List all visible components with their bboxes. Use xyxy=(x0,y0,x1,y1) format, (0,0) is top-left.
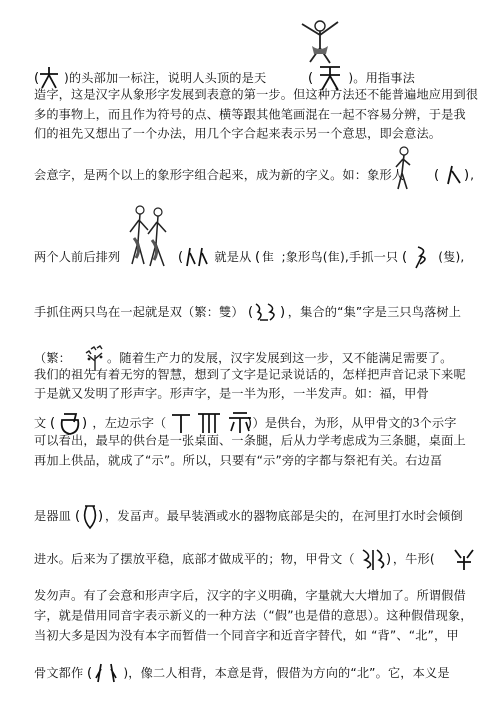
svg-text:(: ( xyxy=(434,168,440,183)
text-line-7: 手抓住两只鸟在一起就是双（繁：雙） ( ) ，集合的“集”字是三只鸟落树上 xyxy=(34,300,477,324)
svg-text:隹: 隹 xyxy=(262,250,275,264)
svg-text:): ) xyxy=(279,305,286,320)
text-line-10: 于是就又发明了形声字。形声字，是一半为形，一半发声。如：福，甲骨 xyxy=(34,386,429,401)
text-line-16: 发勿声。有了会意和形声字后，汉字的字义明确，字量就大大增加了。所谓假借 xyxy=(34,588,466,603)
text-line-15: 进水。后来为了摆放平稳，底部才做成平的；物，甲骨文（ ) ，牛形( xyxy=(34,546,477,572)
text-line-1: ( )的头部加一标注，说明人头顶的是天 ( )。用指事法 xyxy=(34,63,477,93)
text-line-12: 可以看出，最早的供台是一张桌面、一条腿，后从力学考虑成为三条腿，桌面上 xyxy=(34,433,466,448)
svg-text:(: ( xyxy=(308,71,314,86)
svg-text:(: ( xyxy=(87,666,93,681)
text-line-19: 骨文都作 ( )，像二人相背，本意是背，假借为方向的“北”。它，本义是 xyxy=(34,661,477,685)
oracle-hand-bird-glyph-icon xyxy=(402,244,438,270)
svg-text:(: ( xyxy=(178,250,184,265)
text-line-17: 字，就是借用同音字表示新义的一种方法（“假”也是借的意思）。这种假借现象， xyxy=(34,608,473,623)
oracle-ping-glyph-icon xyxy=(359,546,393,572)
text-line-9: 我们的祖先有着无穷的智慧，想到了文字是记录说话的，怎样把声音记录下来呢 xyxy=(34,367,466,382)
svg-text:): ) xyxy=(464,168,470,183)
text-line-2: 造字，这是汉字从象形字发展到表意的第一步。但这种方法还不能普遍地应用到很 xyxy=(34,87,479,102)
svg-text:): ) xyxy=(82,416,88,431)
oracle-niu-glyph-icon xyxy=(451,546,477,572)
oracle-bei-glyph-icon xyxy=(87,661,123,685)
svg-text:): ) xyxy=(385,552,392,567)
svg-text:(: ( xyxy=(50,416,56,431)
svg-text:(: ( xyxy=(402,250,408,265)
arms-raised-figure-image xyxy=(290,18,350,66)
text-line-13: 再加上供品，就成了“示”。所以，只要有“示”旁的字都与祭祀有关。右边畐 xyxy=(34,453,443,468)
text-line-8: （繁： 。随着生产力的发展，汉字发展到这一步，又不能满足需要了。 xyxy=(34,345,477,371)
text-line-6: 两个人前后排列 ( 就是从 ( 隹 ;象形鸟(隹),手抓一只 ( (隻), xyxy=(34,244,477,270)
oracle-vessel-glyph-icon xyxy=(75,502,105,530)
svg-text:(: ( xyxy=(247,305,254,320)
oracle-ren-glyph-icon xyxy=(434,163,470,187)
text-line-5: 会意字，是两个以上的象形字组合起来，成为新的字义。如：象形人 ( ) , xyxy=(34,163,477,187)
oracle-zhi-bird-glyph-icon xyxy=(255,246,281,268)
text-line-11: 文 ( ) ，左边示字（ ) ）是供台，为形，从甲骨文的3个示字 xyxy=(34,408,477,438)
svg-text:): ) xyxy=(98,509,104,524)
text-line-3: 多的事物上，而且作为符号的点、横等跟其他笔画混在一起不容易分辨，于是我 xyxy=(34,107,466,122)
text-line-18: 当初大多是因为没有本字而暂借一个同音字和近音字替代，如 “背”、“北”，甲 xyxy=(34,628,459,643)
text-line-4: 们的祖先又想出了一个办法，用几个字合起来表示另一个意思，即会意法。 xyxy=(34,126,442,141)
oracle-cong-glyph-icon xyxy=(178,245,214,269)
svg-text:): ) xyxy=(246,416,252,431)
text-line-14: 是器皿 ( ) ，发畐声。最早装酒或水的器物底部是尖的，在河里打水时会倾倒 xyxy=(34,502,477,530)
svg-text:(: ( xyxy=(34,71,40,86)
oracle-shuang-glyph-icon xyxy=(248,300,288,324)
svg-text:(: ( xyxy=(255,250,261,265)
svg-text:(: ( xyxy=(75,509,81,524)
